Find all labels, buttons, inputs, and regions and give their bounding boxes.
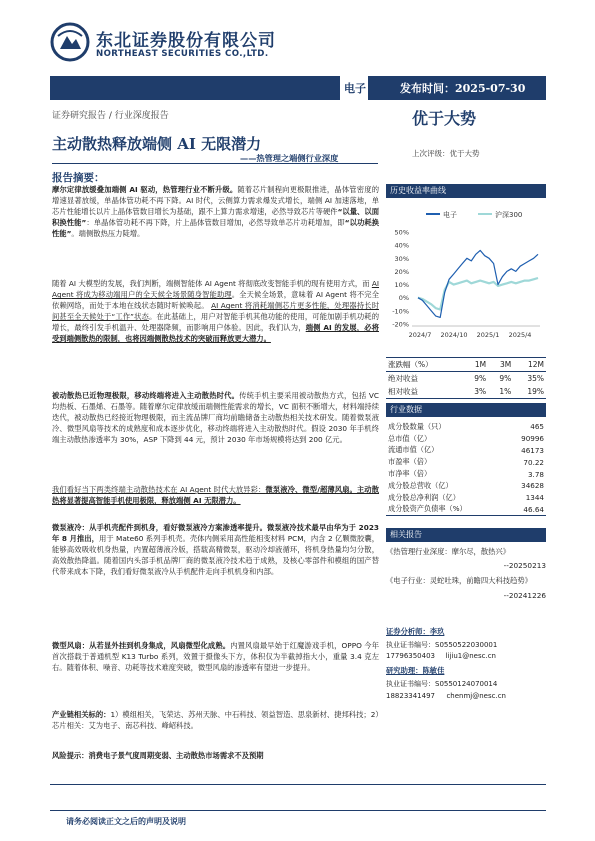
perf-cell: 1% (488, 385, 513, 399)
industry-data-table (386, 421, 546, 516)
p3-text: 传统手机主要采用被动散热方式，包括 VC 均热板、石墨烯、石墨等。随着摩尔定律放缓而端侧性能需求的增长，VC 面积不断增大，材料端持续迭代，被动散热已经接近物理极限，而主流品牌厂商均前瞻储备主动散热相关技术研发。随着微泵液冷、微型风扇等技术的成熟度和成本逐步优化，移动终端将进入主动散热时代。假设 2030 年手机终端主动散热渗透率为 30%，ASP 下降到 44 元，预计 2030 年市场规模将达到 200 亿元。 (52, 391, 380, 445)
ind-label: 成分股资产负债率（%） (386, 504, 507, 516)
p1-text-2: ：单晶体管功耗不再下降，片上晶体管数目增加，必然导致单芯片功耗增加，即 (86, 218, 345, 228)
ind-value: 3.78 (527, 469, 544, 479)
p1-text: 随着芯片制程向更极限推进，晶体管密度的增速显著放缓，单晶体管功耗不再下降。AI 时代，云侧算力需求爆发式增长，端侧 AI 加速落地，单芯片性能增长以片上晶体管数目增长为基础，跟不上算力需求增速，必然导致芯片等硬件 (52, 185, 379, 217)
perf-header-row (386, 358, 546, 372)
perf-cell: 3% (463, 385, 488, 399)
company-logo (50, 22, 280, 64)
analyst-2-name: 陈敏佳 (422, 666, 445, 675)
perf-cell: 相对收益 (386, 385, 463, 399)
ind-value: 34628 (521, 481, 544, 491)
risk-note (52, 750, 379, 761)
p2-conclusion: 端侧 AI 的发展，必将受到端侧散热的限制，也将因端侧散热技术的突破而释放更大潜力。 (52, 323, 379, 344)
summary-paragraph-6 (52, 640, 379, 673)
logo-text-en: NORTHEAST SECURITIES CO.,LTD. (96, 49, 269, 59)
analyst-2-label: 研究助理： (386, 666, 423, 675)
perf-chart-header: 历史收益率曲线 (386, 184, 546, 198)
p2-underline-2: AI Agent 将消耗端侧芯片更多性能，处理器持长时间甚至全天候处于“工作”状态 (52, 301, 379, 322)
summary-paragraph-4 (52, 484, 379, 506)
ind-row (386, 504, 546, 516)
performance-line-chart (386, 202, 546, 348)
p7-text: 1）模组相关，飞荣达、苏州天脉、中石科技、领益智造、思泉新材、捷邦科技；2）芯片相关：艾为电子、南芯科技、峰岹科技。 (52, 710, 380, 731)
ind-label: 成分股总净利润（亿） (388, 492, 460, 502)
bottom-rule (50, 784, 546, 785)
summary-paragraph-1 (52, 184, 379, 239)
ind-value: 46173 (521, 445, 544, 455)
p2-text-2: 。全天候全场景，意味着 AI Agent 将不完全依赖网络，而处于本地在线状态随时听候唤起。 (52, 290, 379, 311)
p5-lead: 微泵液冷：从手机壳配件到机身，看好微泵液冷方案渗透率提升。 (52, 523, 268, 532)
ind-label: 成分股总营收（亿） (388, 480, 453, 490)
related-report-date: --20241226 (503, 591, 546, 600)
p5-text: 用于 Mate60 系列手机壳。壳体内侧采用高性能相变材料 PCM，内含 2 亿颗微胶囊，能够高效吸收机身热量，内置超薄液冷版，搭载高精微泵，驱动冷却液循环，将机身热量均匀分散，高效散热降温。随着国内头部手机品牌厂商的微泵液冷技术趋于成熟，及核心零部件和模组的国产替代带来成本下降，我们看好微泵液冷从手机配件走向手机机身和内部。 (52, 534, 379, 577)
perf-header-cell: 12M (513, 358, 546, 372)
ind-row (386, 421, 546, 433)
x-tick-label: 2024/10 (440, 331, 468, 339)
previous-rating: 上次评级：优于大势 (412, 149, 480, 158)
ind-value: 465 (530, 422, 544, 432)
y-tick-label: 30% (394, 254, 409, 263)
summary-paragraph-2 (52, 278, 379, 345)
perf-cell: 9% (499, 374, 512, 383)
analyst-2 (386, 666, 546, 676)
perf-header-cell: 1M (463, 358, 488, 372)
perf-header-cell: 涨跌幅（%） (386, 358, 463, 372)
related-reports-header: 相关报告 (386, 528, 546, 542)
ind-row (386, 433, 546, 445)
y-tick-label: 0% (398, 294, 409, 303)
p1-emph-2: “以功耗换性能” (52, 218, 380, 239)
analyst-1-label: 证券分析师： (386, 627, 430, 636)
p2-underline-1: AI Agent 将成为移动端用户的全天候全场景随身智能助理 (52, 279, 379, 300)
p4-underline: 我们看好当下两类终端主动散热技术在 AI Agent 时代大放异彩： (52, 485, 266, 494)
ind-value: 1344 (525, 493, 544, 503)
analyst-2-phone: 18823341497 (386, 692, 435, 700)
y-tick-label: -10% (392, 307, 409, 316)
x-tick-label: 2024/7 (408, 331, 432, 339)
analyst-1-name: 李玖 (429, 627, 445, 636)
legend-label: 沪深300 (495, 211, 523, 219)
analyst-2-email[interactable]: chenmj@nesc.cn (446, 692, 506, 700)
performance-table (386, 357, 546, 399)
analyst-1-cert: 执业证书编号：S0550522030001 (386, 641, 498, 649)
analyst-1 (386, 627, 546, 637)
report-title: 主动散热释放端侧 AI 无限潜力 (52, 135, 262, 153)
logo-text-cn: 东北证券股份有限公司 (96, 31, 276, 51)
ind-value: 46.64 (507, 504, 546, 516)
perf-cell: 绝对收益 (388, 374, 418, 383)
ind-value: 90996 (521, 434, 544, 444)
p1-text-3: 。端侧散热压力陡增。 (71, 229, 145, 239)
summary-paragraph-5 (52, 522, 379, 577)
report-subtitle: ——热管理之端侧行业深度 (240, 153, 339, 163)
summary-title: 报告摘要： (52, 172, 105, 184)
ind-row (386, 445, 546, 457)
p2-text-3: 。在此基础上，用户对智能手机其他功能的使用，可能加剧手机功耗的增长，最终引发手机温升、处理器降频，而影响用户体验。因此，我们认为， (52, 312, 380, 333)
ind-label: 总市值（亿） (388, 433, 432, 443)
perf-cell: 9% (474, 374, 487, 383)
ind-row (386, 480, 546, 492)
analyst-2-contact (386, 692, 546, 700)
ind-label: 市净率（倍） (388, 469, 432, 479)
title-underline (52, 163, 378, 164)
rating: 优于大势 (412, 109, 477, 128)
y-tick-label: 40% (394, 241, 409, 250)
p6-lead: 微型风扇：从若显外挂到机身集成，风扇微型化成熟。 (52, 641, 231, 650)
perf-row (386, 372, 546, 386)
y-tick-label: 10% (394, 281, 409, 290)
ind-row (386, 468, 546, 480)
related-report-link[interactable]: 《电子行业：灵蛇吐珠，前瞻四大科技趋势》 (386, 576, 532, 585)
perf-cell: 19% (513, 385, 546, 399)
risk-text: 风险提示：消费电子景气度周期变弱、主动散热市场需求不及预期 (52, 751, 264, 760)
analyst-1-email[interactable]: lijiu1@nesc.cn (445, 652, 496, 660)
y-tick-label: 20% (394, 267, 409, 276)
ind-value: 70.22 (523, 457, 544, 467)
p1-emph-1: “以量、以面积换性能” (52, 207, 380, 228)
p2-text: 随着 AI 大模型的发展，我们判断，端侧智能体 AI Agent 将彻底改变智能手机的现有使用方式，而 (52, 279, 372, 288)
related-report-link[interactable]: 《热管理行业深度：摩尔尽，散热兴》 (386, 547, 511, 556)
p6-text: 内置风扇最早始于红魔游戏手机，OPPO 今年首次搭载于普通机型 K13 Turbo 系列，效置于摄像头下方，体积仅为半截掉指大小，重量 3.4 克左右。随着体积、噪音、功耗等技术难度突破，微型风扇的渗透率有望进一步提升。 (52, 641, 380, 673)
analyst-1-phone: 17796350403 (386, 652, 435, 660)
ind-row (386, 492, 546, 504)
publish-date: 发布时间：2025-07-30 (400, 82, 526, 95)
footer-rule (50, 810, 546, 811)
x-tick-label: 2025/1 (476, 331, 500, 339)
ind-label: 流通市值（亿） (388, 445, 439, 455)
p5-lead-2: 微泵液冷技术最早由华为于 2023 年 8 月推出， (52, 523, 379, 544)
x-tick-label: 2025/4 (508, 331, 532, 339)
y-tick-label: 50% (394, 228, 409, 237)
breadcrumb: 证券研究报告 / 行业深度报告 (52, 111, 169, 121)
analyst-1-contact (386, 652, 546, 660)
summary-paragraph-3 (52, 390, 379, 445)
summary-paragraph-7 (52, 709, 379, 731)
perf-header-cell: 3M (488, 358, 513, 372)
perf-cell: 35% (527, 374, 544, 383)
series-line-csi300 (418, 278, 538, 310)
ind-label: 市盈率（倍） (388, 457, 432, 467)
legend-label: 电子 (443, 211, 457, 219)
p4-lead: 微泵液冷、微型/超薄风扇。主动散热将显著提高智能手机使用极限，释放端侧 AI 无限潜力。 (52, 485, 380, 506)
p1-lead: 摩尔定律放缓叠加端侧 AI 驱动，热管理行业不断升级。 (52, 185, 238, 194)
analyst-2-cert: 执业证书编号：S0550124070014 (386, 680, 498, 688)
perf-row (386, 385, 546, 399)
industry-data-header: 行业数据 (386, 403, 546, 417)
logo-mark-icon (50, 22, 90, 62)
p3-lead: 被动散热已近物理极限，移动终端将进入主动散热时代。 (52, 391, 240, 400)
p7-lead: 产业链相关标的： (52, 710, 111, 719)
footer-disclaimer: 请务必阅读正文之后的声明及说明 (66, 817, 186, 826)
y-tick-label: -20% (392, 320, 409, 329)
ind-label: 成分股数量（只） (388, 421, 446, 431)
category-label: 电子 (344, 82, 366, 95)
related-report-date: --20250213 (503, 561, 546, 570)
ind-row (386, 456, 546, 468)
